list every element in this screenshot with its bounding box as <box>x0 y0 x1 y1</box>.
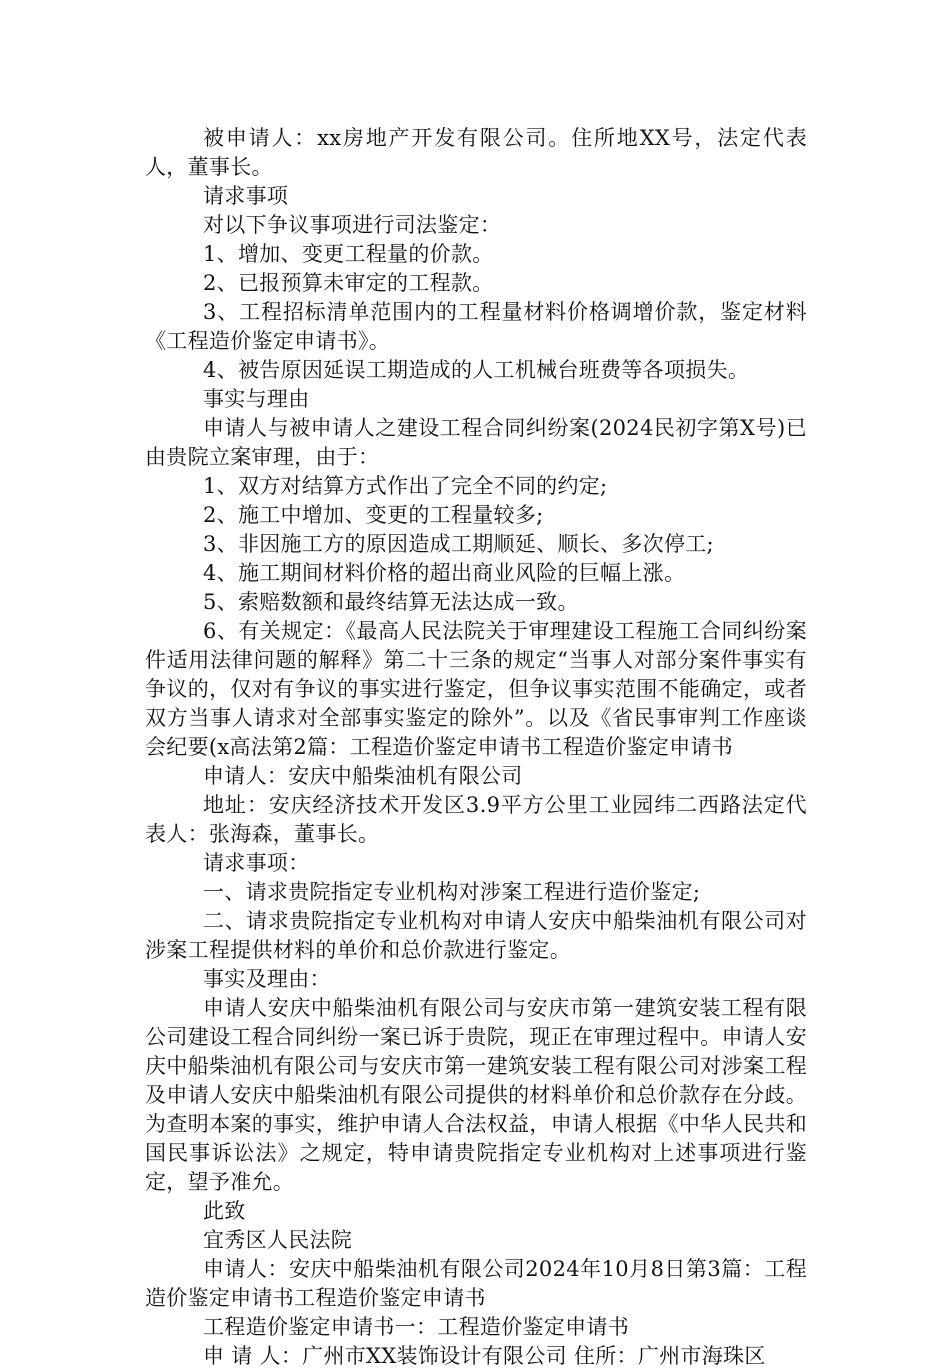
section-heading: 请求事项 <box>203 184 289 208</box>
list-item: 2、已报预算未审定的工程款。 <box>203 271 494 295</box>
list-item: 1、双方对结算方式作出了完全不同的约定; <box>203 474 608 498</box>
paragraph: 地址：安庆经济技术开发区3.9平方公里工业园纬二西路法定代表人：张海森，董事长。 <box>145 793 807 846</box>
section-heading: 请求事项： <box>203 851 310 875</box>
list-item: 5、索赔数额和最终结算无法达成一致。 <box>203 590 579 614</box>
section-heading: 事实及理由： <box>203 967 331 991</box>
list-item: 3、工程招标清单范围内的工程量材料价格调增价款，鉴定材料《工程造价鉴定申请书》。 <box>145 300 807 353</box>
list-item: 4、被告原因延误工期造成的人工机械台班费等各项损失。 <box>203 358 750 382</box>
list-item: 2、施工中增加、变更的工程量较多; <box>203 503 544 527</box>
list-item: 一、请求贵院指定专业机构对涉案工程进行造价鉴定; <box>203 880 701 904</box>
list-item: 二、请求贵院指定专业机构对申请人安庆中船柴油机有限公司对涉案工程提供材料的单价和总价款进行鉴定。 <box>145 909 807 962</box>
paragraph: 被申请人：xx房地产开发有限公司。住所地XX号，法定代表人，董事长。 <box>145 126 807 179</box>
paragraph: 申 请 人：广州市XX装饰设计有限公司 住所：广州市海珠区 <box>203 1344 766 1368</box>
paragraph: 申请人：安庆中船柴油机有限公司 <box>203 764 523 788</box>
recipient: 宜秀区人民法院 <box>203 1228 353 1252</box>
document-title: 工程造价鉴定申请书一：工程造价鉴定申请书 <box>203 1315 629 1339</box>
signature-line: 申请人：安庆中船柴油机有限公司2024年10月8日第3篇：工程造价鉴定申请书工程造价鉴定申请书 <box>145 1257 807 1310</box>
list-item: 1、增加、变更工程量的价款。 <box>203 242 494 266</box>
list-item: 3、非因施工方的原因造成工期顺延、顺长、多次停工; <box>203 532 714 556</box>
list-item: 6、有关规定：《最高人民法院关于审理建设工程施工合同纠纷案件适用法律问题的解释》第二十三条的规定“当事人对部分案件事实有争议的，仅对有争议的事实进行鉴定，但争议事实范围不能确定，或者双方当事人请求对全部事实鉴定的除外”。以及《省民事审判工作座谈会纪要(x高法第2篇：工程造价鉴定申请书工程造价鉴定申请书 <box>145 619 807 759</box>
section-heading: 事实与理由 <box>203 387 310 411</box>
paragraph: 申请人安庆中船柴油机有限公司与安庆市第一建筑安装工程有限公司建设工程合同纠纷一案已诉于贵院，现正在审理过程中。申请人安庆中船柴油机有限公司与安庆市第一建筑安装工程有限公司对涉案工程及申请人安庆中船柴油机有限公司提供的材料单价和总价款存在分歧。为查明本案的事实，维护申请人合法权益，申请人根据《中华人民共和国民事诉讼法》之规定，特申请贵院指定专业机构对上述事项进行鉴定，望予准允。 <box>145 996 807 1194</box>
list-item: 4、施工期间材料价格的超出商业风险的巨幅上涨。 <box>203 561 686 585</box>
paragraph: 对以下争议事项进行司法鉴定： <box>203 213 502 237</box>
closing-phrase: 此致 <box>203 1199 246 1223</box>
document-body <box>145 124 807 1371</box>
paragraph: 申请人与被申请人之建设工程合同纠纷案(2024民初字第X号)已由贵院立案审理，由于： <box>145 416 807 469</box>
